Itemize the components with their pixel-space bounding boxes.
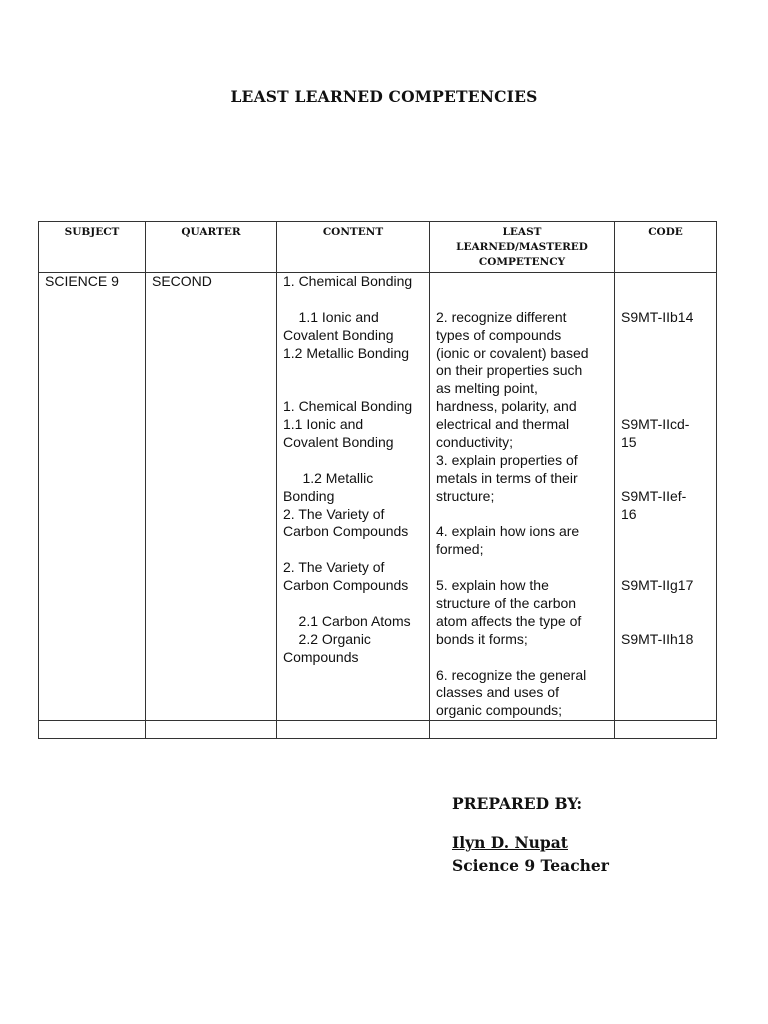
competency-line: 4. explain how ions are — [436, 523, 580, 540]
competency-line: on their properties such — [436, 362, 583, 379]
competency-line: bonds it forms; — [436, 630, 528, 647]
content-line: Carbon Compounds — [283, 577, 409, 594]
blank-line — [621, 398, 710, 416]
code-line: S9MT-IIh18 — [621, 630, 694, 647]
blank-line — [283, 380, 423, 398]
competency-line: structure of the carbon — [436, 595, 577, 612]
header-content: CONTENT — [277, 222, 430, 273]
content-line: 1. Chemical Bonding — [283, 398, 413, 415]
blank-line — [436, 273, 608, 291]
page-title: LEAST LEARNED COMPETENCIES — [230, 87, 538, 106]
competency-line: formed; — [436, 541, 484, 558]
competency-line: classes and uses of — [436, 684, 559, 701]
blank-line — [283, 452, 423, 470]
content-line: Compounds — [283, 648, 359, 665]
blank-line — [621, 380, 710, 398]
empty-cell — [146, 721, 277, 739]
code-line: S9MT-IIcd- — [621, 416, 690, 433]
competency-line: structure; — [436, 487, 495, 504]
competency-line: types of compounds — [436, 326, 562, 343]
content-line: Carbon Compounds — [283, 523, 409, 540]
blank-line — [621, 345, 710, 363]
blank-line — [621, 327, 710, 345]
empty-cell — [39, 721, 146, 739]
subject-value: SCIENCE 9 — [45, 273, 119, 289]
header-subject: SUBJECT — [39, 222, 146, 273]
blank-line — [436, 506, 608, 524]
content-line: 1.2 Metallic Bonding — [283, 344, 410, 361]
blank-line — [436, 559, 608, 577]
preparer-name: Ilyn D. Nupat — [452, 833, 568, 852]
content-line: 2.2 Organic — [283, 630, 371, 647]
quarter-value: SECOND — [152, 273, 212, 289]
blank-line — [283, 541, 423, 559]
blank-line — [621, 273, 710, 291]
code-line: 15 — [621, 434, 637, 451]
blank-line — [621, 595, 710, 613]
empty-cell — [430, 721, 615, 739]
cell-code — [615, 273, 717, 721]
code-line: 16 — [621, 505, 637, 522]
header-code: CODE — [615, 222, 717, 273]
header-row — [39, 222, 717, 273]
code-line: S9MT-IIb14 — [621, 308, 694, 325]
competency-line: conductivity; — [436, 434, 514, 451]
blank-line — [621, 523, 710, 541]
competency-line: 5. explain how the — [436, 577, 549, 594]
content-line: 1. Chemical Bonding — [283, 273, 413, 289]
table-row-empty — [39, 721, 717, 739]
header-competency: LEAST LEARNED/MASTERED COMPETENCY — [430, 222, 615, 273]
competency-line: (ionic or covalent) based — [436, 344, 589, 361]
cell-subject — [39, 273, 146, 721]
empty-cell — [615, 721, 717, 739]
blank-line — [621, 541, 710, 559]
blank-line — [621, 291, 710, 309]
cell-competency — [430, 273, 615, 721]
prepared-by-label: PREPARED BY: — [452, 794, 583, 813]
blank-line — [621, 613, 710, 631]
header-quarter: QUARTER — [146, 222, 277, 273]
blank-line — [283, 595, 423, 613]
blank-line — [621, 362, 710, 380]
competency-line: atom affects the type of — [436, 612, 582, 629]
cell-quarter — [146, 273, 277, 721]
competency-line: 3. explain properties of — [436, 451, 578, 468]
content-line: 2. The Variety of — [283, 559, 385, 576]
competency-line: electrical and thermal — [436, 416, 570, 433]
content-line: 1.1 Ionic and — [283, 308, 379, 325]
empty-cell — [277, 721, 430, 739]
competencies-table — [38, 221, 717, 739]
code-line: S9MT-IIg17 — [621, 577, 694, 594]
competency-line: 2. recognize different — [436, 308, 567, 325]
content-line: 2.1 Carbon Atoms — [283, 612, 411, 629]
blank-line — [436, 649, 608, 667]
competency-line: hardness, polarity, and — [436, 398, 577, 415]
competency-line: as melting point, — [436, 380, 538, 397]
blank-line — [621, 470, 710, 488]
preparer-role: Science 9 Teacher — [452, 856, 609, 875]
content-line: Bonding — [283, 487, 335, 504]
cell-content — [277, 273, 430, 721]
competency-line: 6. recognize the general — [436, 666, 587, 683]
content-line: 1.2 Metallic — [283, 469, 374, 486]
content-line: Covalent Bonding — [283, 326, 394, 343]
competency-line: metals in terms of their — [436, 469, 578, 486]
content-line: Covalent Bonding — [283, 434, 394, 451]
content-line: 1.1 Ionic and — [283, 416, 364, 433]
blank-line — [436, 291, 608, 309]
blank-line — [283, 362, 423, 380]
content-line: 2. The Variety of — [283, 505, 385, 522]
code-line: S9MT-IIef- — [621, 487, 687, 504]
competency-line: organic compounds; — [436, 702, 563, 719]
blank-line — [283, 291, 423, 309]
blank-line — [621, 559, 710, 577]
blank-line — [621, 452, 710, 470]
table-row — [39, 273, 717, 721]
